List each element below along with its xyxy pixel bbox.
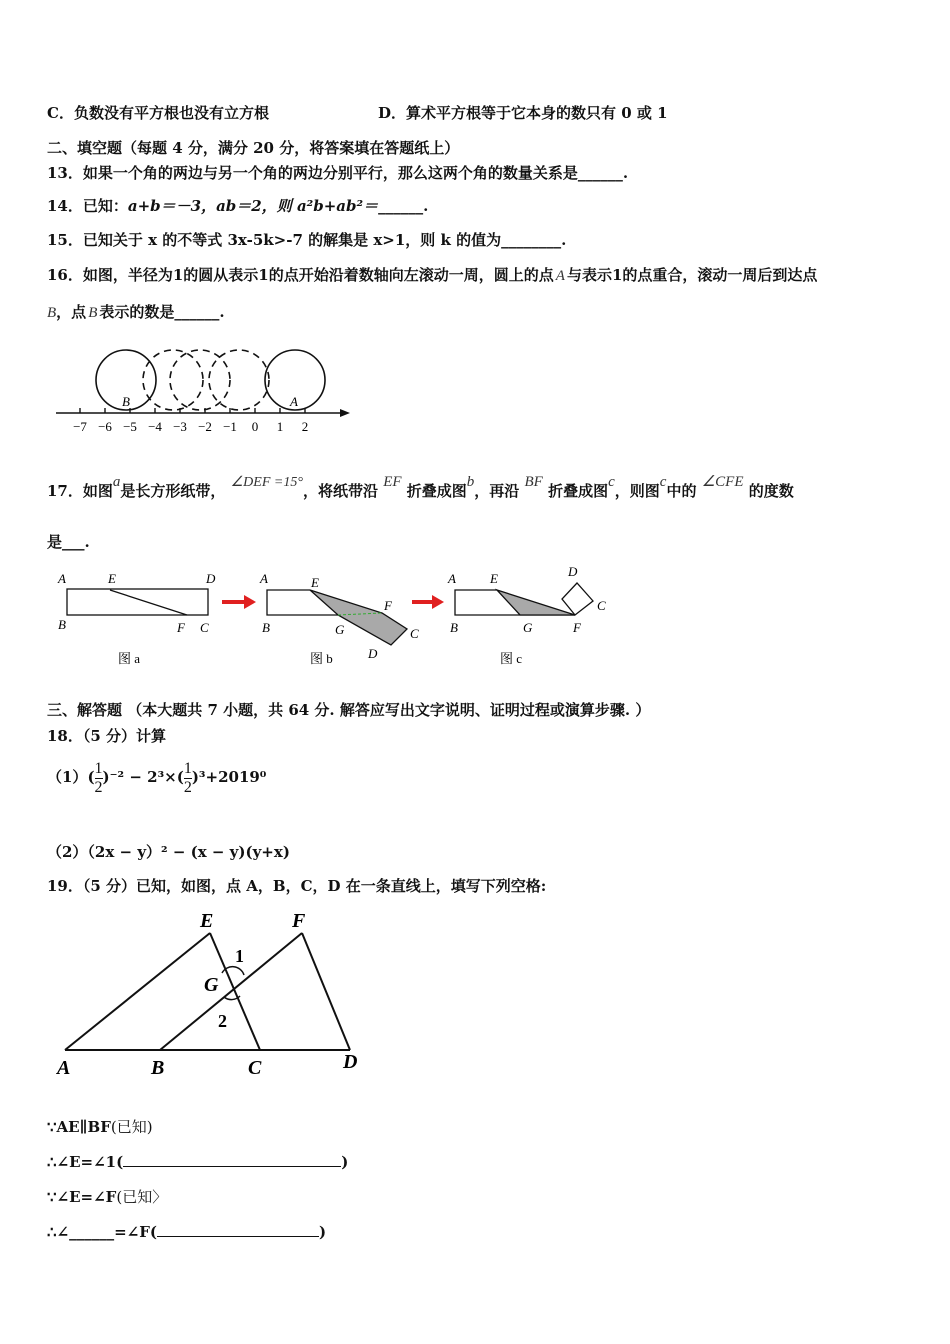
q19-label-f: F <box>292 910 306 932</box>
q17-line-bf: BF <box>524 474 543 490</box>
tick-label: −6 <box>98 419 112 434</box>
question-19-head: 19．（5 分）已知，如图，点 A，B，C，D 在一条直线上，填写下列空格: <box>47 877 547 895</box>
q18-p1-label: （1） <box>47 768 88 786</box>
fc-label-d: D <box>568 565 578 579</box>
arrow-head-2 <box>432 595 444 609</box>
step2-close: ) <box>341 1153 349 1171</box>
q16-text-a: 16．如图，半径为1的圆从表示1的点开始沿着数轴向左滚动一周，圆上的点 <box>47 266 554 284</box>
fb-label-c: C <box>410 626 419 641</box>
tick-label: −3 <box>173 419 187 434</box>
frac2-denominator: 2 <box>183 778 192 796</box>
step3-reason: (已知〉 <box>116 1188 168 1206</box>
fc-label-f: F <box>573 620 581 635</box>
step1-statement: ∵AE∥BF <box>47 1118 111 1136</box>
frac2-numerator: 1 <box>183 759 192 777</box>
fb-label-e: E <box>311 575 319 590</box>
step4-answer-blank[interactable] <box>157 1222 319 1237</box>
q19-label-b: B <box>151 1057 165 1079</box>
q14-prefix: 14．已知： <box>47 197 128 215</box>
circle-rolling-3 <box>209 350 269 410</box>
figure-c <box>447 565 606 666</box>
caption-c: 图 c <box>500 651 523 666</box>
figure-a <box>57 571 216 666</box>
q17-p7: ，则图 <box>614 482 660 500</box>
arrow-b-to-c <box>412 595 444 609</box>
q16-text-d: 表示的数是______. <box>99 303 225 321</box>
question-17-line1 <box>47 474 794 503</box>
q19-label-a: A <box>57 1057 71 1079</box>
fa-label-f: F <box>177 620 185 635</box>
fb-label-g: G <box>335 622 345 637</box>
step3-statement: ∵∠E=∠F <box>47 1188 117 1206</box>
q17-p2: 是长方形纸带， <box>120 482 226 500</box>
q16-text-c: ，点 <box>56 303 87 321</box>
question-15: 15．已知关于 x 的不等式 3x-5k>-7 的解集是 x>1，则 k 的值为________. <box>47 231 567 249</box>
fa-label-a: A <box>58 571 66 586</box>
line-ae <box>65 933 210 1050</box>
tick-label: 0 <box>251 419 259 434</box>
proof-step-4 <box>47 1222 326 1242</box>
q19-label-e: E <box>200 910 214 932</box>
fa-label-e: E <box>108 571 116 586</box>
step2-answer-blank[interactable] <box>123 1152 341 1167</box>
question-14 <box>47 196 428 216</box>
q17-p5: ，再沿 <box>474 482 520 500</box>
q19-label-1: 1 <box>235 946 244 966</box>
fraction-half-1 <box>95 760 103 797</box>
fc-label-b: B <box>450 620 458 635</box>
q17-p6: 折叠成图 <box>548 482 609 500</box>
number-line-ticks <box>73 408 308 434</box>
q17-p9: 的度数 <box>748 482 794 500</box>
label-b: B <box>122 394 130 409</box>
axis-arrowhead <box>340 409 350 417</box>
q18-p1-mid: )⁻² − 2³×( <box>102 768 184 786</box>
q19-label-c: C <box>248 1057 262 1079</box>
q17-p3: ，将纸带沿 <box>302 482 378 500</box>
q17-p4: 折叠成图 <box>406 482 467 500</box>
flap-c <box>562 583 593 615</box>
proof-step-3 <box>47 1187 167 1207</box>
fb-label-b: B <box>262 620 270 635</box>
number-line-figure <box>50 340 360 435</box>
q17-angle-def: ∠DEF =15° <box>230 475 303 490</box>
q19-label-g: G <box>204 974 219 996</box>
caption-b: 图 b <box>310 651 333 666</box>
strip-rect-a <box>67 589 208 615</box>
tick-label: −7 <box>73 419 87 434</box>
tick-label: 2 <box>301 419 309 434</box>
q14-expression: a+b＝－3，ab＝2，则 a²b+ab²＝ <box>127 197 379 215</box>
q17-p8: 中的 <box>666 482 697 500</box>
tick-label: 1 <box>276 419 284 434</box>
proof-step-1 <box>47 1117 153 1137</box>
proof-step-2 <box>47 1152 348 1172</box>
q18-p1-tail: )³+2019⁰ <box>191 768 267 786</box>
question-13: 13．如果一个角的两边与另一个角的两边分别平行，那么这两个角的数量关系是______. <box>47 164 629 182</box>
question-18-head: 18．（5 分）计算 <box>47 727 167 745</box>
fa-label-d: D <box>206 571 216 586</box>
fb-label-f: F <box>384 598 392 613</box>
section-fill-in-title: 二、填空题（每题 4 分，满分 20 分，将答案填在答题纸上） <box>47 139 460 157</box>
frac1-numerator: 1 <box>94 759 103 777</box>
q16-point-a: A <box>555 268 565 284</box>
fraction-half-2 <box>184 760 192 797</box>
question-17-line2: 是___. <box>47 533 90 551</box>
q19-label-d: D <box>343 1051 358 1073</box>
fb-label-d: D <box>368 646 378 661</box>
arrow-a-to-b <box>222 595 256 609</box>
line-fd <box>302 933 350 1050</box>
q17-fig-b-ref: b <box>466 474 475 490</box>
q16-text-b: 与表示1的点重合，滚动一周后到达点 <box>566 266 818 284</box>
circle-rolling-1 <box>143 350 203 410</box>
section-solve-title: 三、解答题 （本大题共 7 小题，共 64 分. 解答应写出文字说明、证明过程或演算步骤. ） <box>47 701 651 719</box>
fold-line-ef-a <box>110 590 187 615</box>
question-18-part1: （1）( $\frac{1}{2}$ )⁻² − 2³×( $\frac{1}{2}$ )³+2019⁰ <box>47 759 267 796</box>
option-d: D．算术平方根等于它本身的数只有 0 或 1 <box>378 104 668 122</box>
folded-part-b <box>310 590 407 645</box>
fc-label-c: C <box>597 598 606 613</box>
question-18-part2: （2）（2x − y）² − (x − y)(y+x) <box>47 843 290 861</box>
fc-label-a: A <box>448 571 456 586</box>
tick-label: −4 <box>148 419 162 434</box>
figure-b <box>259 571 419 666</box>
circle-rolling-2 <box>170 350 230 410</box>
question-16-line2 <box>47 302 225 323</box>
fb-label-a: A <box>260 571 268 586</box>
line-bf <box>160 933 302 1050</box>
label-a: A <box>290 394 298 409</box>
question-16-line1 <box>47 265 817 286</box>
step2-statement: ∴∠E=∠1( <box>47 1153 124 1171</box>
frac1-denominator: 2 <box>94 778 103 796</box>
q17-p1: 17．如图 <box>47 482 113 500</box>
q17-fig-c-ref: c <box>608 474 615 490</box>
q14-tail: ______. <box>378 197 429 215</box>
fc-label-e: E <box>490 571 498 586</box>
option-c: C．负数没有平方根也没有立方根 <box>47 104 269 122</box>
tick-label: −5 <box>123 419 137 434</box>
q17-line-ef: EF <box>383 474 402 490</box>
q19-label-2: 2 <box>218 1011 227 1031</box>
q16-point-b: B <box>47 305 57 321</box>
tick-label: −1 <box>223 419 237 434</box>
parallel-lines-figure <box>50 905 380 1085</box>
folding-figures <box>50 565 630 675</box>
q17-fig-a-ref: a <box>112 474 121 490</box>
folded-part-c <box>497 590 575 615</box>
step1-reason: (已知) <box>110 1118 153 1136</box>
caption-a: 图 a <box>118 651 141 666</box>
q16-point-b2: B <box>88 305 98 321</box>
step4-close: ) <box>319 1223 327 1241</box>
step4-statement: ∴∠______=∠F( <box>47 1223 157 1241</box>
fa-label-b: B <box>58 617 66 632</box>
fc-label-g: G <box>523 620 533 635</box>
q17-fig-c-ref2: c <box>659 474 667 490</box>
q17-angle-cfe: ∠CFE <box>701 474 744 490</box>
arrow-head-1 <box>244 595 256 609</box>
tick-label: −2 <box>198 419 212 434</box>
fa-label-c: C <box>200 620 209 635</box>
